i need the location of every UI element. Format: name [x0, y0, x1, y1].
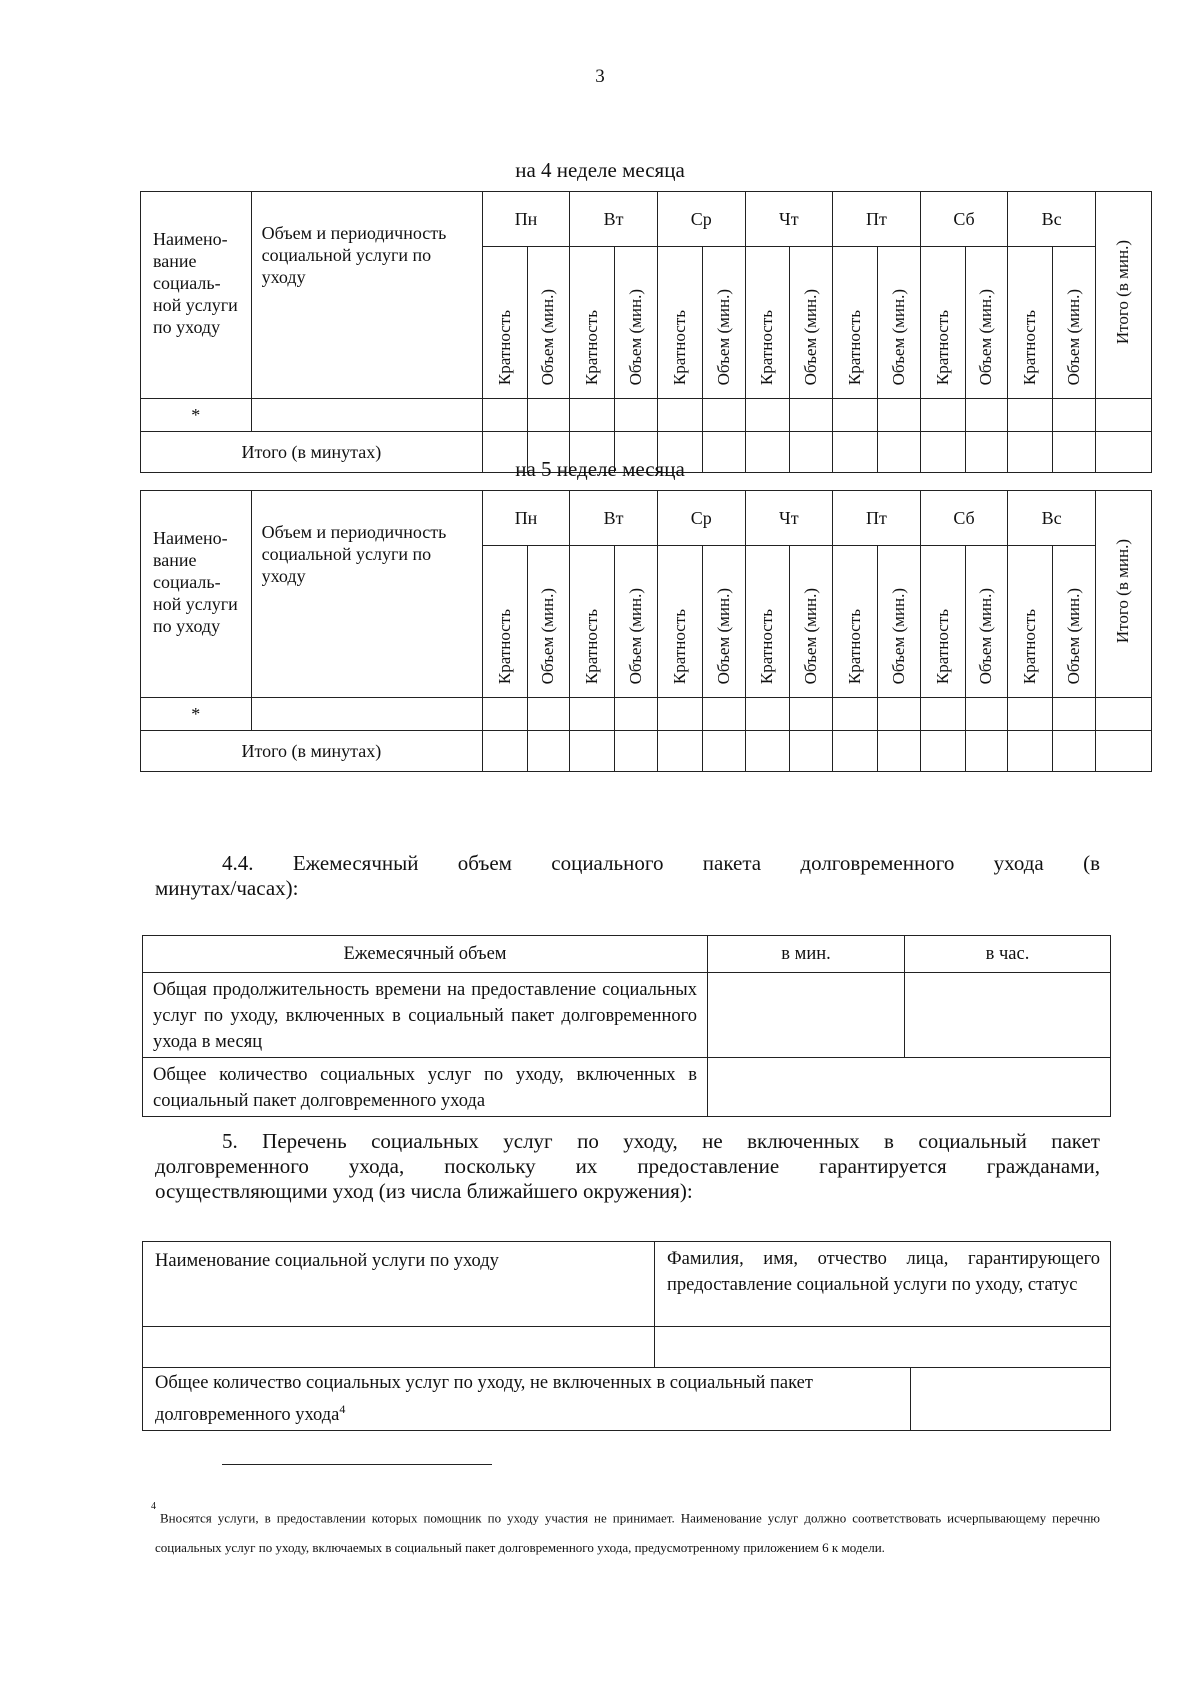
col-service-name: Наимено-вание социаль-ной услуги по уходу	[141, 192, 252, 399]
sub-frequency: Кратность	[482, 546, 527, 698]
day-sun: Вс	[1008, 491, 1096, 546]
sub-volume-min: Объем (мин.)	[702, 546, 745, 698]
footnote-separator	[222, 1464, 492, 1465]
sub-frequency: Кратность	[833, 546, 878, 698]
sub-volume-min: Объем (мин.)	[1053, 247, 1096, 399]
sub-volume-min: Объем (мин.)	[790, 247, 833, 399]
sub-volume-min: Объем (мин.)	[615, 546, 658, 698]
day-thu: Чт	[745, 192, 833, 247]
total-row	[143, 1368, 1111, 1431]
col-hours: в час.	[905, 936, 1111, 973]
page-number: 3	[595, 66, 605, 87]
sub-frequency: Кратность	[920, 546, 965, 698]
day-fri: Пт	[833, 192, 921, 247]
sub-volume-min: Объем (мин.)	[965, 247, 1008, 399]
sub-frequency: Кратность	[920, 247, 965, 399]
section5-line2: долговременного ухода, поскольку их предоставление гарантируется гражданами,	[155, 1154, 1100, 1178]
section44-heading-line1: 4.4. Ежемесячный объем социального пакета долговременного ухода (в	[222, 851, 1100, 875]
week5-table	[140, 490, 1152, 772]
table-row	[143, 1327, 1111, 1368]
day-thu: Чт	[745, 491, 833, 546]
sub-frequency: Кратность	[745, 546, 790, 698]
sub-volume-min: Объем (мин.)	[790, 546, 833, 698]
excluded-total-label: Общее количество социальных услуг по уходу, не включенных в социальный пакет долговременного ухода$^4$	[143, 1368, 911, 1431]
sub-volume-min: Объем (мин.)	[878, 546, 921, 698]
col-service-name: Наименование социальной услуги по уходу	[143, 1242, 655, 1327]
day-tue: Вт	[570, 491, 658, 546]
day-sat: Сб	[920, 491, 1008, 546]
day-wed: Ср	[657, 192, 745, 247]
day-mon: Пн	[482, 192, 570, 247]
table-row	[141, 399, 1152, 432]
section44-heading-line2: минутах/часах):	[155, 876, 299, 900]
col-service-name: Наимено-вание социаль-ной услуги по уходу	[141, 491, 252, 698]
row-total-duration: Общая продолжительность времени на предоставление социальных услуг по уходу, включенных в социальный пакет долговременного ухода в месяц	[143, 973, 708, 1058]
week5-caption: на 5 неделе месяца	[515, 457, 685, 481]
total-label: Итого (в минутах)	[141, 432, 483, 473]
sub-volume-min: Объем (мин.)	[878, 247, 921, 399]
sub-frequency: Кратность	[570, 247, 615, 399]
row-total-count: Общее количество социальных услуг по уходу, включенных в социальный пакет долговременного ухода	[143, 1058, 708, 1117]
table-row	[143, 973, 1111, 1058]
total-row	[141, 731, 1152, 772]
sub-frequency: Кратность	[833, 247, 878, 399]
footnote-ref: 4	[339, 1402, 346, 1416]
week4-table	[140, 191, 1152, 473]
day-tue: Вт	[570, 192, 658, 247]
sub-volume-min: Объем (мин.)	[527, 546, 570, 698]
table-row	[141, 698, 1152, 731]
sub-frequency: Кратность	[745, 247, 790, 399]
day-fri: Пт	[833, 491, 921, 546]
section5-line1: 5. Перечень социальных услуг по уходу, не включенных в социальный пакет	[222, 1129, 1100, 1153]
total-label: Итого (в минутах)	[141, 731, 483, 772]
col-monthly-volume: Ежемесячный объем	[143, 936, 708, 973]
row-marker: *	[141, 399, 252, 432]
footnote-marker: 4	[151, 1501, 156, 1512]
sub-frequency: Кратность	[657, 247, 702, 399]
col-minutes: в мин.	[708, 936, 905, 973]
day-sun: Вс	[1008, 192, 1096, 247]
table-row	[143, 1058, 1111, 1117]
footnote-text: Вносятся услуги, в предоставлении которых помощник по уходу участия не принимает. Наименование услуг должно соответствовать исчерпывающему перечню социальных услуг по уходу, включаемых в социальный пакет долговременного ухода, предусмотренному приложением 6 к модели.	[155, 1510, 1100, 1556]
day-wed: Ср	[657, 491, 745, 546]
sub-frequency: Кратность	[482, 247, 527, 399]
col-total-min: Итого (в мин.)	[1095, 491, 1151, 698]
sub-frequency: Кратность	[1008, 247, 1053, 399]
sub-volume-min: Объем (мин.)	[527, 247, 570, 399]
col-volume-periodicity: Объем и периодичность социальной услуги по уходу	[251, 192, 482, 399]
week4-caption: на 4 неделе месяца	[515, 158, 685, 182]
footnote	[151, 1500, 1100, 1563]
sub-frequency: Кратность	[570, 546, 615, 698]
sub-volume-min: Объем (мин.)	[965, 546, 1008, 698]
sub-volume-min: Объем (мин.)	[702, 247, 745, 399]
sub-volume-min: Объем (мин.)	[615, 247, 658, 399]
col-volume-periodicity: Объем и периодичность социальной услуги по уходу	[251, 491, 482, 698]
sub-frequency: Кратность	[657, 546, 702, 698]
day-mon: Пн	[482, 491, 570, 546]
day-sat: Сб	[920, 192, 1008, 247]
monthly-volume-table	[142, 935, 1111, 1117]
excluded-services-table	[142, 1241, 1111, 1431]
row-marker: *	[141, 698, 252, 731]
sub-volume-min: Объем (мин.)	[1053, 546, 1096, 698]
sub-frequency: Кратность	[1008, 546, 1053, 698]
col-total-min: Итого (в мин.)	[1095, 192, 1151, 399]
section5-line3: осуществляющими уход (из числа ближайшего окружения):	[155, 1179, 693, 1203]
col-caregiver-person: Фамилия, имя, отчество лица, гарантирующего предоставление социальной услуги по уходу, статус	[655, 1242, 1111, 1327]
